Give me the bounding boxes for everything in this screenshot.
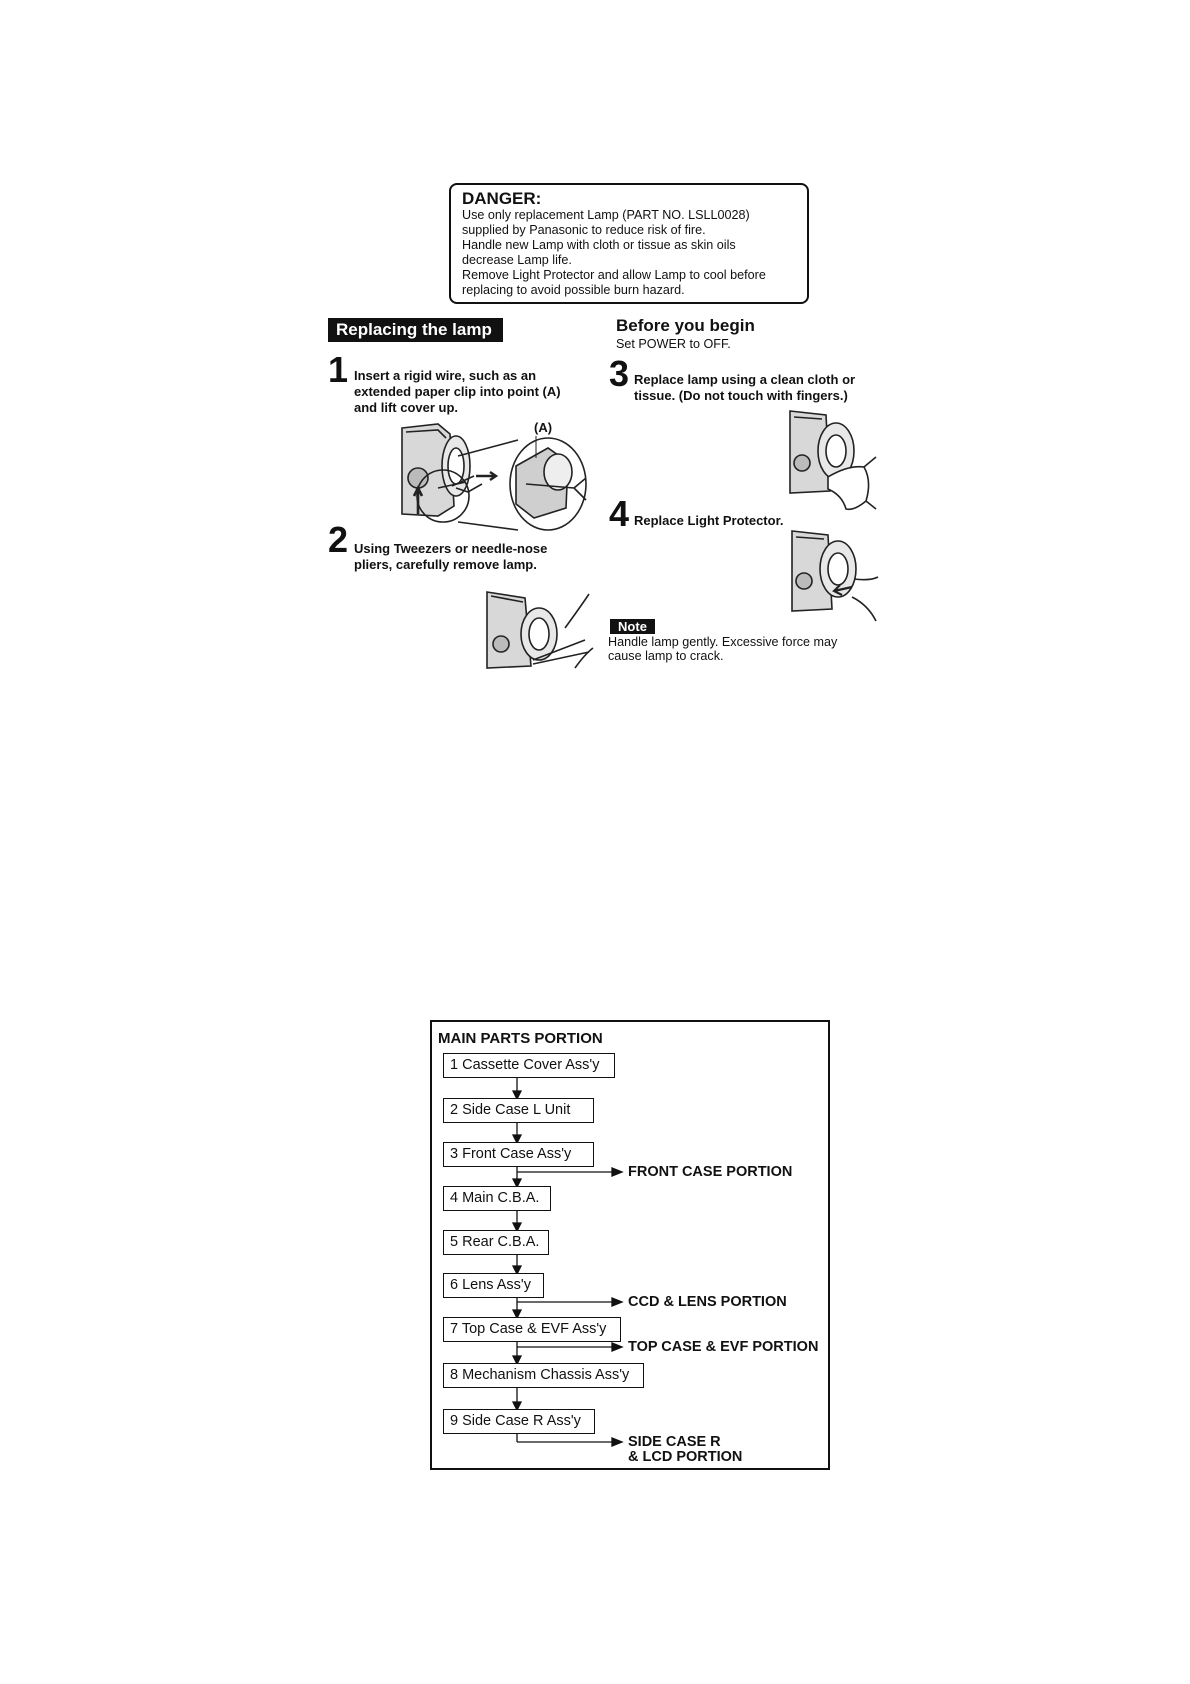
step-text-line: Replace lamp using a clean cloth or — [634, 372, 856, 387]
step-text-line: and lift cover up. — [354, 400, 459, 415]
step-text-line: Insert a rigid wire, such as an — [354, 368, 537, 383]
flow-step-front-case: 3 Front Case Ass'y — [443, 1142, 594, 1167]
portion-side-case-r-line: SIDE CASE R — [628, 1434, 721, 1450]
danger-line: Remove Light Protector and allow Lamp to cool before — [462, 268, 766, 282]
before-you-begin-title: Before you begin — [616, 316, 755, 335]
portion-top-case-evf: TOP CASE & EVF PORTION — [628, 1339, 819, 1355]
step-2-number: 2 — [328, 519, 349, 560]
flow-step-main-cba: 4 Main C.B.A. — [443, 1186, 551, 1211]
danger-line: Use only replacement Lamp (PART NO. LSLL0028) — [462, 208, 750, 222]
step-text-line: tissue. (Do not touch with fingers.) — [634, 388, 848, 403]
flow-step-side-case-r: 9 Side Case R Ass'y — [443, 1409, 595, 1434]
flow-step-rear-cba: 5 Rear C.B.A. — [443, 1230, 549, 1255]
danger-line: Handle new Lamp with cloth or tissue as skin oils — [462, 238, 736, 252]
portion-ccd-lens: CCD & LENS PORTION — [628, 1294, 787, 1310]
section-title: Replacing the lamp — [328, 318, 503, 342]
note-label: Note — [610, 619, 655, 634]
flow-chart-title: MAIN PARTS PORTION — [438, 1030, 603, 1047]
danger-title: DANGER: — [462, 189, 542, 208]
figure-label-a: (A) — [534, 420, 553, 435]
step-1-number: 1 — [328, 349, 349, 390]
note-text-line: cause lamp to crack. — [608, 649, 724, 663]
flow-step-mechanism-chassis: 8 Mechanism Chassis Ass'y — [443, 1363, 644, 1388]
flow-step-side-case-l: 2 Side Case L Unit — [443, 1098, 594, 1123]
flow-step-top-case-evf: 7 Top Case & EVF Ass'y — [443, 1317, 621, 1342]
before-you-begin-instruction: Set POWER to OFF. — [616, 337, 731, 351]
step-text-line: Replace Light Protector. — [634, 513, 784, 528]
danger-line: supplied by Panasonic to reduce risk of fire. — [462, 223, 706, 237]
step-text-line: pliers, carefully remove lamp. — [354, 557, 537, 572]
step-text-line: Using Tweezers or needle-nose — [354, 541, 548, 556]
note-text-line: Handle lamp gently. Excessive force may — [608, 635, 838, 649]
flow-step-lens: 6 Lens Ass'y — [443, 1273, 544, 1298]
step-4-number: 4 — [609, 493, 630, 534]
step-text-line: extended paper clip into point (A) — [354, 384, 561, 399]
portion-side-case-r-line: & LCD PORTION — [628, 1449, 743, 1465]
flow-step-cassette-cover: 1 Cassette Cover Ass'y — [443, 1053, 615, 1078]
danger-line: decrease Lamp life. — [462, 253, 572, 267]
step-3-number: 3 — [609, 353, 630, 394]
danger-line: replacing to avoid possible burn hazard. — [462, 283, 685, 297]
portion-front-case: FRONT CASE PORTION — [628, 1164, 793, 1180]
portion-side-case-r — [628, 1435, 742, 1465]
